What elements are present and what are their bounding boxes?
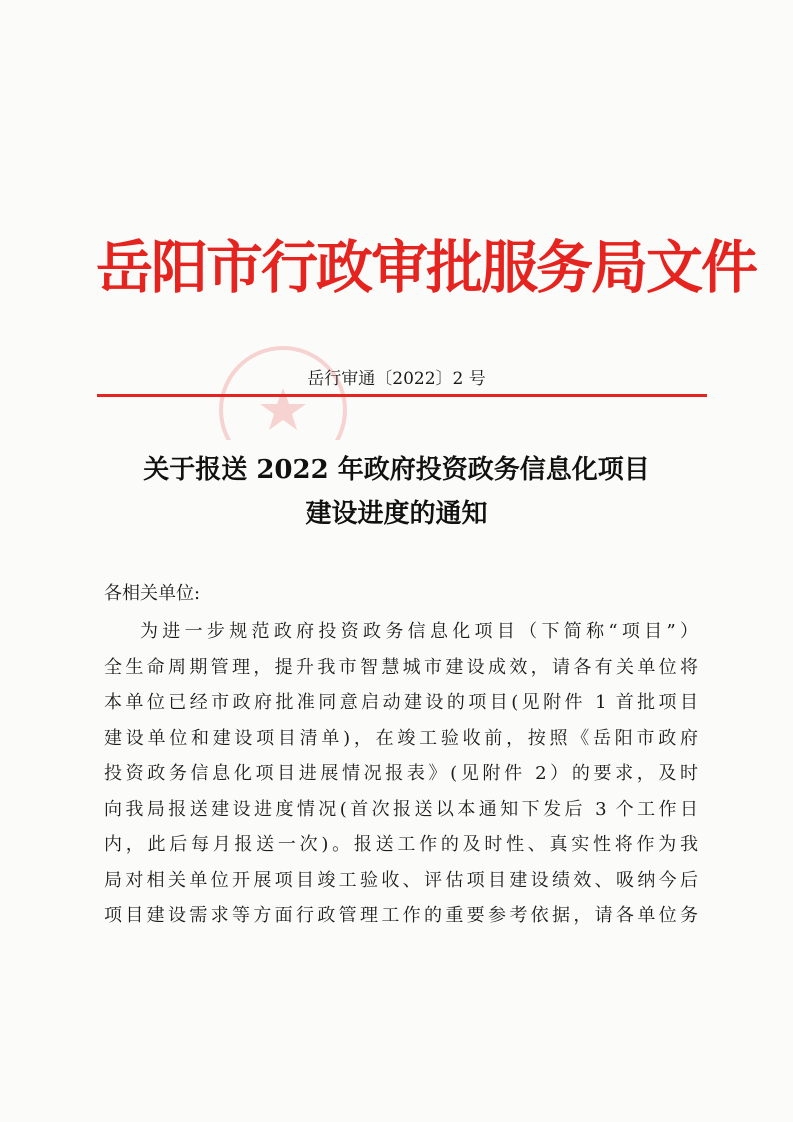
title-line: 建设进度的通知 xyxy=(305,499,488,529)
body-line: 为进一步规范政府投资政务信息化项目（下简称“项目”） xyxy=(140,621,698,642)
body-line: 向我局报送建设进度情况(首次报送以本通知下发后 3 个工作日 xyxy=(104,798,698,820)
body-line: 建设单位和建设项目清单)，在竣工验收前，按照《岳阳市政府 xyxy=(104,727,698,749)
document-title xyxy=(0,448,793,536)
body-line: 投资政务信息化项目进展情况报表》(见附件 2）的要求，及时 xyxy=(104,763,698,784)
body-line: 全生命周期管理，提升我市智慧城市建设成效，请各有关单位将 xyxy=(104,656,698,678)
salutation: 各相关单位: xyxy=(104,583,201,604)
body-line: 内，此后每月报送一次)。报送工作的及时性、真实性将作为我 xyxy=(104,834,698,855)
body-line: 本单位已经市政府批准同意启动建设的项目(见附件 1 首批项目 xyxy=(104,692,698,713)
body-line: 局对相关单位开展项目竣工验收、评估项目建设绩效、吸纳今后 xyxy=(104,869,698,891)
body-line: 项目建设需求等方面行政管理工作的重要参考依据，请各单位务 xyxy=(104,905,698,926)
body-text xyxy=(104,614,698,934)
document-masthead: 岳阳市行政审批服务局文件 xyxy=(96,234,756,301)
document-number: 岳行审通〔2022〕2 号 xyxy=(307,369,486,389)
title-line: 关于报送 2022 年政府投资政务信息化项目 xyxy=(143,455,650,485)
red-divider-line xyxy=(97,394,707,397)
